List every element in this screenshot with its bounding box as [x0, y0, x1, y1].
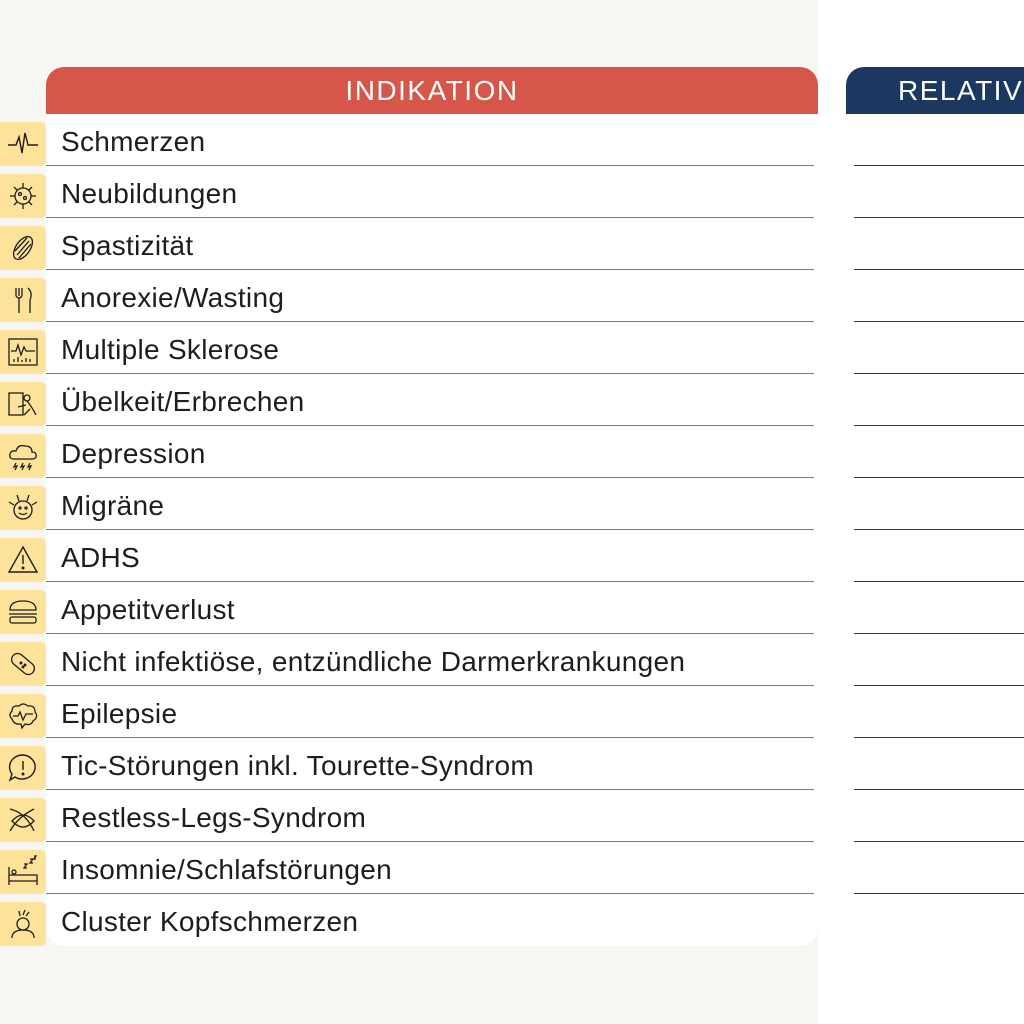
relative-row-line: [854, 893, 1024, 894]
brain-icon: [0, 694, 46, 738]
bed-sleep-icon: [0, 850, 46, 894]
relative-header-label: RELATIV: [898, 74, 1024, 106]
indication-label: ADHS: [61, 542, 140, 573]
warning-icon: [0, 538, 46, 582]
indication-row: [46, 790, 814, 842]
relative-row-line: [854, 633, 1024, 634]
indication-list: [46, 114, 818, 946]
indication-label: Übelkeit/Erbrechen: [61, 386, 305, 417]
speech-alert-icon: [0, 746, 46, 790]
indication-label: Insomnie/Schlafstörungen: [61, 854, 392, 885]
tangled-icon: [0, 798, 46, 842]
indication-label: Nicht infektiöse, entzündliche Darmerkrankungen: [61, 646, 686, 677]
monitor-chart-icon: [0, 330, 46, 374]
indication-label: Tic-Störungen inkl. Tourette-Syndrom: [61, 750, 535, 781]
indication-row: [46, 322, 814, 374]
indication-row: [46, 426, 814, 478]
indication-row: [46, 582, 814, 634]
storm-cloud-icon: [0, 434, 46, 478]
muscle-icon: [0, 226, 46, 270]
indication-label: Neubildungen: [61, 178, 238, 209]
fork-knife-icon: [0, 278, 46, 322]
relative-card: [846, 67, 1024, 946]
relative-row-line: [854, 321, 1024, 322]
headache-icon: [0, 486, 46, 530]
relative-row-line: [854, 425, 1024, 426]
indication-row: [46, 530, 814, 582]
indication-label: Restless-Legs-Syndrom: [61, 802, 367, 833]
relative-row-line: [854, 217, 1024, 218]
indication-row: [46, 738, 814, 790]
vomiting-person-icon: [0, 382, 46, 426]
indication-label: Cluster Kopfschmerzen: [61, 906, 359, 937]
indication-row: [46, 114, 814, 166]
relative-row-line: [854, 373, 1024, 374]
relative-row-line: [854, 269, 1024, 270]
indication-label: Multiple Sklerose: [61, 334, 280, 365]
indication-label: Appetitverlust: [61, 594, 235, 625]
indication-row: [46, 842, 814, 894]
indication-label: Schmerzen: [61, 126, 206, 157]
indication-row: [46, 166, 814, 218]
pulse-icon: [0, 122, 46, 166]
indication-header: [46, 67, 818, 114]
indication-row: [46, 218, 814, 270]
relative-header: [846, 67, 1024, 114]
indication-row: [46, 478, 814, 530]
indication-row: [46, 634, 814, 686]
relative-row-line: [854, 581, 1024, 582]
relative-row-line: [854, 685, 1024, 686]
virus-icon: [0, 174, 46, 218]
indication-card: [46, 67, 818, 946]
indication-row: [46, 374, 814, 426]
head-pain-icon: [0, 902, 46, 946]
relative-row-line: [854, 477, 1024, 478]
relative-row-line: [854, 529, 1024, 530]
relative-row-line: [854, 789, 1024, 790]
indication-header-label: INDIKATION: [345, 74, 519, 106]
indication-row: [46, 686, 814, 738]
relative-row-line: [854, 165, 1024, 166]
indication-row: [46, 894, 814, 946]
indication-label: Epilepsie: [61, 698, 178, 729]
bandage-icon: [0, 642, 46, 686]
indication-label: Anorexie/Wasting: [61, 282, 285, 313]
relative-row-line: [854, 737, 1024, 738]
indication-row: [46, 270, 814, 322]
indication-label: Depression: [61, 438, 206, 469]
indication-label: Migräne: [61, 490, 165, 521]
burger-icon: [0, 590, 46, 634]
relative-row-line: [854, 841, 1024, 842]
indication-label: Spastizität: [61, 230, 194, 261]
